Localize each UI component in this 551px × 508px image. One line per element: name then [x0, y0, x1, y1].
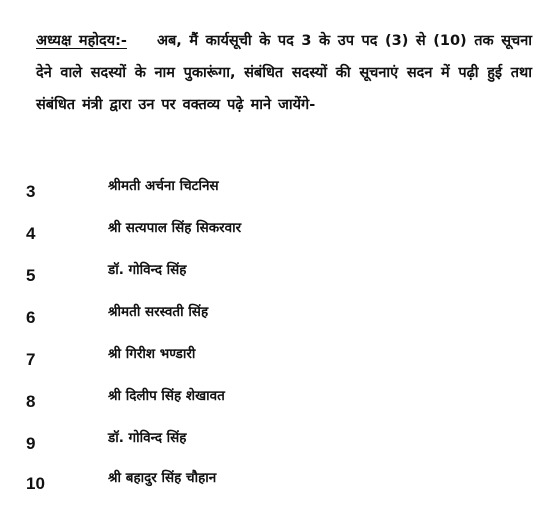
item-number: 7 [26, 350, 36, 369]
item-number: 6 [26, 308, 36, 327]
item-number: 9 [26, 434, 36, 453]
intro-paragraph [36, 25, 532, 121]
member-name: डॉ. गोविन्द सिंह [108, 430, 187, 446]
list-item [0, 302, 551, 332]
list-item [0, 176, 551, 206]
member-name: श्री सत्यपाल सिंह सिकरवार [108, 220, 242, 236]
member-name: श्री गिरीश भण्डारी [108, 346, 196, 362]
member-name: श्रीमती सरस्वती सिंह [108, 304, 209, 320]
list-item [0, 428, 551, 458]
item-number: 10 [26, 474, 45, 493]
list-item [0, 260, 551, 290]
intro-text: अब, मैं कार्यसूची के पद 3 के उप पद (3) से (10) तक सूचना देने वाले सदस्यों के नाम पुकारूंगा, संबंधित सदस्यों की सूचनाएं सदन में पढ़ी हुई तथा संबंधित मंत्री द्वारा उन पर वक्तव्य पढ़े माने जायेंगे- [36, 32, 533, 113]
member-name: श्री बहादुर सिंह चौहान [108, 470, 217, 486]
item-number: 3 [26, 182, 36, 201]
speaker-heading: अध्यक्ष महोदय:- [36, 32, 127, 49]
member-name: डॉ. गोविन्द सिंह [108, 262, 187, 278]
member-name: श्रीमती अर्चना चिटनिस [108, 178, 219, 194]
item-number: 8 [26, 392, 36, 411]
member-name: श्री दिलीप सिंह शेखावत [108, 388, 225, 404]
list-item [0, 386, 551, 416]
list-item [0, 468, 551, 498]
item-number: 5 [26, 266, 36, 285]
item-number: 4 [26, 224, 36, 243]
list-item [0, 218, 551, 248]
list-item [0, 344, 551, 374]
